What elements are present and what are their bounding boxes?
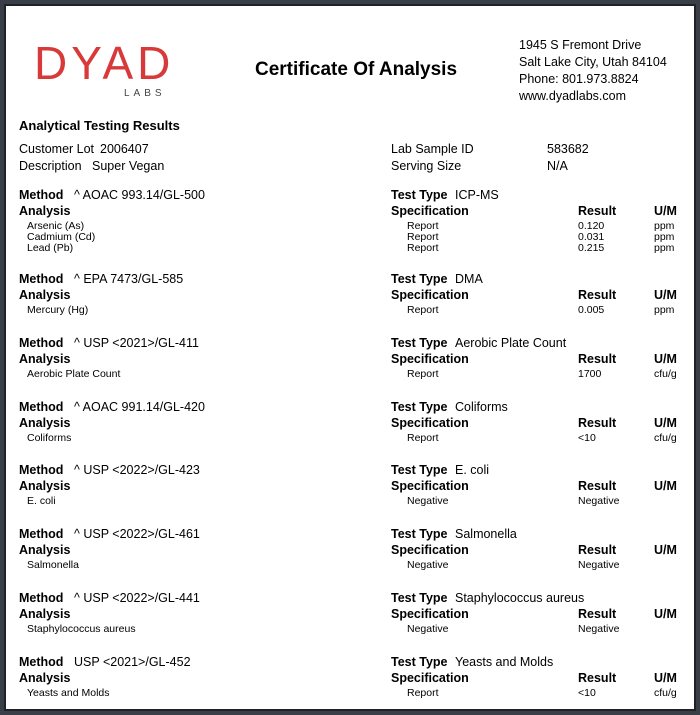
test-type-label: Test Type	[391, 655, 448, 669]
test-type-label: Test Type	[391, 527, 448, 541]
specification-label: Specification	[391, 204, 469, 218]
description-label: Description	[19, 159, 82, 173]
analysis-label: Analysis	[19, 352, 71, 366]
customer-lot-value: 2006407	[100, 142, 149, 156]
unit-value: ppm	[654, 242, 675, 254]
um-label: U/M	[654, 607, 677, 621]
method-value: ^ USP <2022>/GL-441	[74, 591, 200, 605]
customer-lot-label: Customer Lot	[19, 142, 95, 156]
analysis-label: Analysis	[19, 416, 71, 430]
specification-value: Report	[407, 242, 439, 254]
result-label: Result	[578, 543, 617, 557]
specification-value: Negative	[407, 623, 449, 635]
test-type-label: Test Type	[391, 400, 448, 414]
unit-value: ppm	[654, 231, 675, 243]
result-label: Result	[578, 479, 617, 493]
analysis-label: Analysis	[19, 288, 71, 302]
um-label: U/M	[654, 352, 677, 366]
specification-label: Specification	[391, 416, 469, 430]
result-label: Result	[578, 671, 617, 685]
um-label: U/M	[654, 288, 677, 302]
certificate-page	[4, 4, 696, 711]
test-type-value: Yeasts and Molds	[455, 655, 554, 669]
um-label: U/M	[654, 204, 677, 218]
specification-label: Specification	[391, 607, 469, 621]
specification-value: Report	[407, 304, 439, 316]
address-city: Salt Lake City, Utah 84104	[519, 55, 667, 69]
unit-value: cfu/g	[654, 432, 677, 444]
serving-size-label: Serving Size	[391, 159, 462, 173]
logo-subtext: LABS	[124, 88, 166, 99]
result-value: <10	[578, 687, 596, 699]
analysis-label: Analysis	[19, 543, 71, 557]
specification-label: Specification	[391, 543, 469, 557]
um-label: U/M	[654, 671, 677, 685]
test-type-label: Test Type	[391, 591, 448, 605]
method-value: ^ AOAC 993.14/GL-500	[74, 188, 205, 202]
result-value: Negative	[578, 495, 620, 507]
test-type-label: Test Type	[391, 463, 448, 477]
method-value: USP <2021>/GL-452	[74, 655, 191, 669]
um-label: U/M	[654, 543, 677, 557]
result-label: Result	[578, 607, 617, 621]
address-phone: Phone: 801.973.8824	[519, 72, 639, 86]
result-label: Result	[578, 352, 617, 366]
specification-value: Report	[407, 687, 439, 699]
method-label: Method	[19, 188, 64, 202]
analyte-name: Staphylococcus aureus	[27, 623, 136, 635]
unit-value: ppm	[654, 304, 675, 316]
analyte-name: Yeasts and Molds	[27, 687, 110, 699]
lab-sample-id-label: Lab Sample ID	[391, 142, 474, 156]
result-value: 0.215	[578, 242, 605, 254]
analyte-name: Mercury (Hg)	[27, 304, 89, 316]
analysis-label: Analysis	[19, 607, 71, 621]
method-value: ^ EPA 7473/GL-585	[74, 272, 184, 286]
result-value: 0.005	[578, 304, 605, 316]
method-value: ^ AOAC 991.14/GL-420	[74, 400, 205, 414]
test-type-value: Staphylococcus aureus	[455, 591, 585, 605]
test-type-label: Test Type	[391, 272, 448, 286]
unit-value: cfu/g	[654, 687, 677, 699]
analysis-label: Analysis	[19, 479, 71, 493]
specification-value: Report	[407, 432, 439, 444]
result-value: Negative	[578, 559, 620, 571]
analyte-name: Arsenic (As)	[27, 220, 85, 232]
analyte-name: Aerobic Plate Count	[27, 368, 121, 380]
method-label: Method	[19, 463, 64, 477]
analyte-name: Salmonella	[27, 559, 79, 571]
method-label: Method	[19, 336, 64, 350]
analysis-label: Analysis	[19, 204, 71, 218]
specification-value: Negative	[407, 495, 449, 507]
specification-value: Report	[407, 231, 439, 243]
analyte-name: E. coli	[27, 495, 56, 507]
test-type-value: E. coli	[455, 463, 490, 477]
unit-value: ppm	[654, 220, 675, 232]
analysis-label: Analysis	[19, 671, 71, 685]
document-title: Certificate Of Analysis	[255, 59, 458, 80]
result-label: Result	[578, 416, 617, 430]
method-label: Method	[19, 655, 64, 669]
analyte-name: Coliforms	[27, 432, 72, 444]
test-type-value: Salmonella	[455, 527, 517, 541]
method-label: Method	[19, 272, 64, 286]
method-label: Method	[19, 527, 64, 541]
specification-value: Report	[407, 220, 439, 232]
logo-wordmark: DYAD	[34, 37, 175, 89]
test-type-value: DMA	[455, 272, 483, 286]
specification-value: Report	[407, 368, 439, 380]
section-title: Analytical Testing Results	[19, 118, 180, 133]
specification-label: Specification	[391, 352, 469, 366]
test-type-label: Test Type	[391, 188, 448, 202]
method-value: ^ USP <2021>/GL-411	[74, 336, 199, 350]
analyte-name: Cadmium (Cd)	[27, 231, 96, 243]
result-value: Negative	[578, 623, 620, 635]
test-type-value: Aerobic Plate Count	[455, 336, 567, 350]
specification-label: Specification	[391, 479, 469, 493]
description-value: Super Vegan	[92, 159, 165, 173]
address-website: www.dyadlabs.com	[519, 89, 626, 103]
result-value: 0.031	[578, 231, 605, 243]
result-label: Result	[578, 204, 617, 218]
lab-sample-id-value: 583682	[547, 142, 589, 156]
method-label: Method	[19, 591, 64, 605]
result-value: 1700	[578, 368, 602, 380]
test-type-value: ICP-MS	[455, 188, 499, 202]
method-value: ^ USP <2022>/GL-423	[74, 463, 200, 477]
result-label: Result	[578, 288, 617, 302]
specification-label: Specification	[391, 671, 469, 685]
serving-size-value: N/A	[547, 159, 568, 173]
result-value: 0.120	[578, 220, 605, 232]
analyte-name: Lead (Pb)	[27, 242, 74, 254]
specification-value: Negative	[407, 559, 449, 571]
address-street: 1945 S Fremont Drive	[519, 38, 642, 52]
method-value: ^ USP <2022>/GL-461	[74, 527, 200, 541]
um-label: U/M	[654, 416, 677, 430]
method-label: Method	[19, 400, 64, 414]
um-label: U/M	[654, 479, 677, 493]
result-value: <10	[578, 432, 596, 444]
unit-value: cfu/g	[654, 368, 677, 380]
specification-label: Specification	[391, 288, 469, 302]
test-type-label: Test Type	[391, 336, 448, 350]
test-type-value: Coliforms	[455, 400, 508, 414]
